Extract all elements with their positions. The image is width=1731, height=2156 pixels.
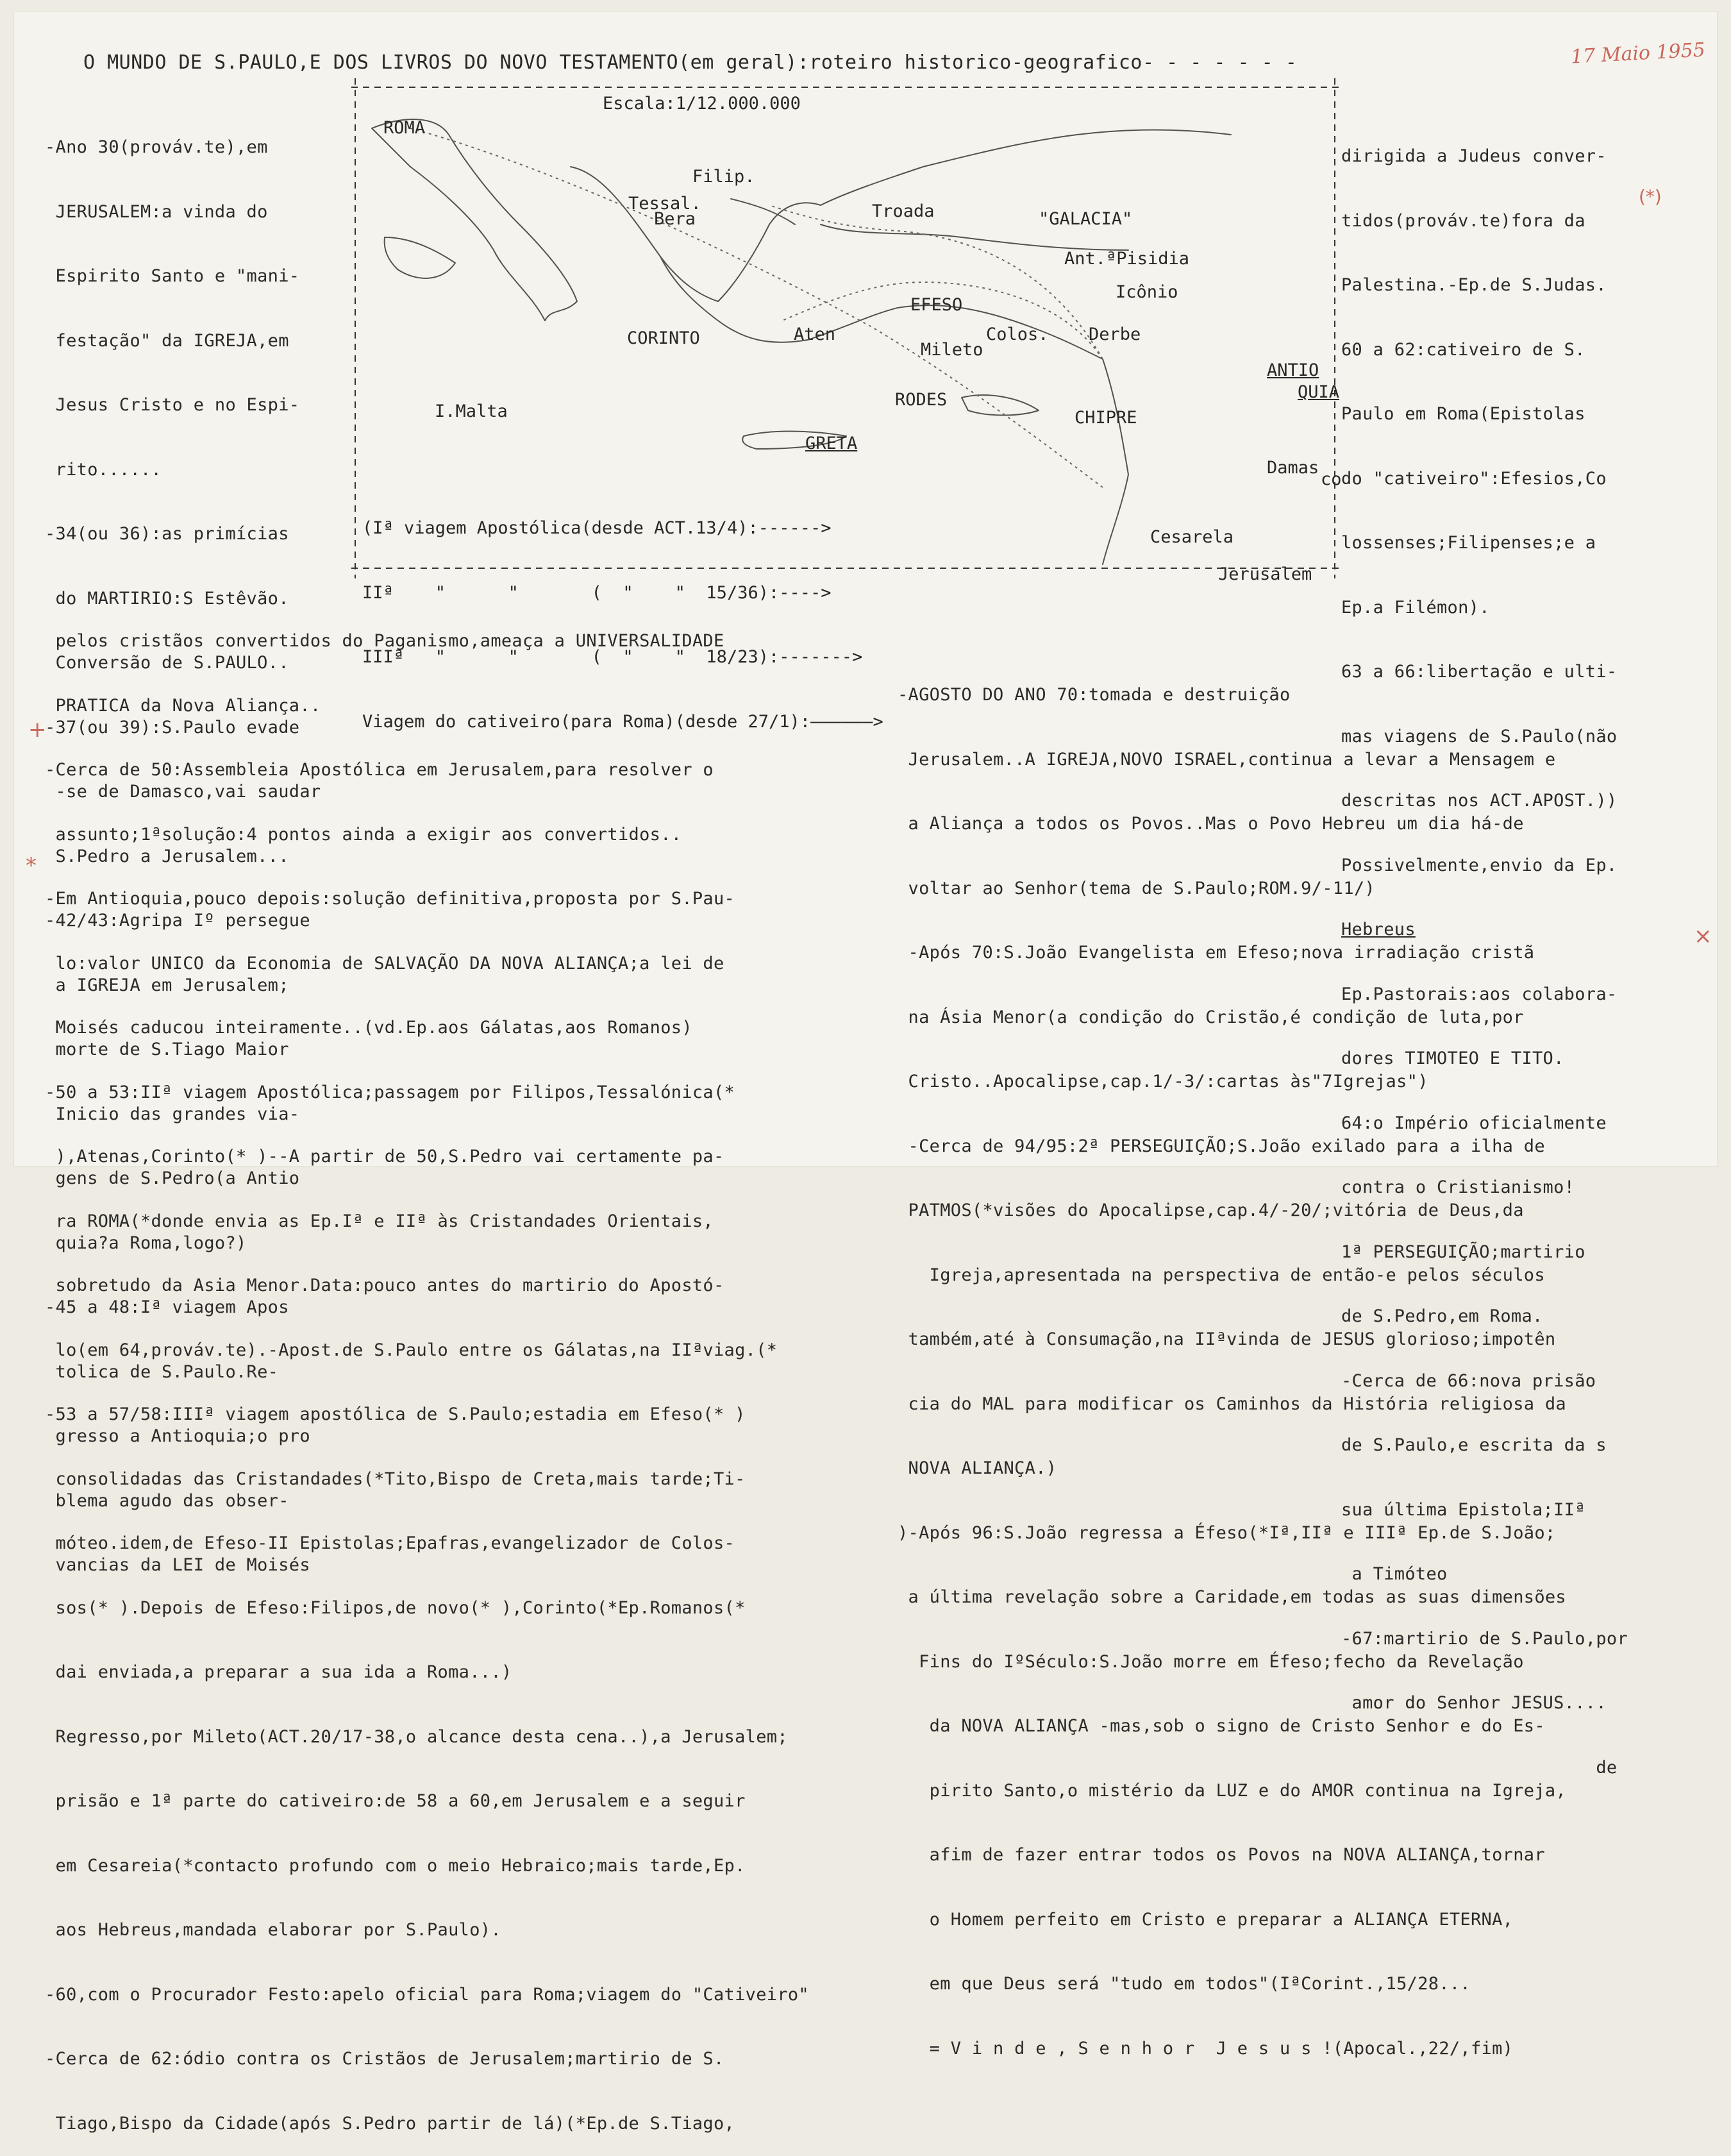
- map-label-malta: I.Malta: [435, 401, 508, 421]
- text-line: tidos(prováv.te)fora da: [1341, 210, 1585, 231]
- red-paren-asterisk-mark: (*): [1639, 186, 1662, 207]
- text-line: -Cerca de 50:Assembleia Apostólica em Jerusalem,para resolver o: [45, 760, 714, 780]
- text-line: em Cesareia(*contacto profundo com o meio Hebraico;mais tarde,Ep.: [45, 1855, 746, 1876]
- map-label-troada: Troada: [872, 201, 935, 221]
- legend-line: IIª " " ( " " 15/36):---->: [362, 582, 832, 603]
- text-line: em que Deus será "tudo em todos"(IªCorint.,15/28...: [898, 1974, 1471, 1994]
- text-line: Espirito Santo e "mani-: [45, 266, 300, 286]
- text-line: dai enviada,a preparar a sua ida a Roma...): [45, 1662, 512, 1682]
- text-line: PRATICA da Nova Aliança..: [45, 695, 321, 716]
- map-label-bera: Bera: [654, 209, 696, 229]
- text-line: gens de S.Pedro(a Antio: [45, 1168, 300, 1188]
- text-line: PATMOS(*visões do Apocalipse,cap.4/-20/;vitória de Deus,da: [898, 1200, 1524, 1220]
- text-line: Fins do IºSéculo:S.João morre em Éfeso;fecho da Revelação: [898, 1651, 1524, 1672]
- text-line: do "cativeiro":Efesios,Co: [1341, 468, 1607, 489]
- text-line: amor do Senhor JESUS....: [1341, 1693, 1607, 1713]
- text-line: 64:o Império oficialmente: [1341, 1113, 1607, 1133]
- text-line: )-Após 96:S.João regressa a Éfeso(*Iª,IIª e IIIª Ep.de S.João;: [898, 1522, 1556, 1543]
- text-line: S.Pedro a Jerusalem...: [45, 846, 289, 866]
- text-line: 1ª PERSEGUIÇÃO;martirio: [1341, 1242, 1585, 1262]
- text-line: do MARTIRIO:S Estêvão.: [45, 588, 289, 609]
- map-label-rodes: RODES: [895, 390, 948, 410]
- document-title: O MUNDO DE S.PAULO,E DOS LIVROS DO NOVO TESTAMENTO(em geral):roteiro historico-geografico- - - - - - -: [83, 51, 1298, 74]
- map-label-antioquia-line1: ANTIO: [1267, 360, 1319, 380]
- text-line: JERUSALEM:a vinda do: [45, 201, 268, 222]
- map-label-cesareia: Cesarela: [1150, 527, 1234, 547]
- text-line: mas viagens de S.Paulo(não: [1341, 726, 1618, 746]
- text-line: -Cerca de 94/95:2ª PERSEGUIÇÃO;S.João exilado para a ilha de: [898, 1136, 1545, 1156]
- map-label-tessal: Tessal.: [628, 194, 701, 214]
- text-line: o Homem perfeito em Cristo e preparar a ALIANÇA ETERNA,: [898, 1909, 1514, 1930]
- text-line: tolica de S.Paulo.Re-: [45, 1361, 279, 1382]
- text-line: móteo.idem,de Efeso-II Epistolas;Epafras,evangelizador de Colos-: [45, 1533, 735, 1553]
- text-line: descritas nos ACT.APOST.)): [1341, 791, 1618, 811]
- red-plus-mark: +: [28, 717, 47, 743]
- map-label-greta: GRETA: [805, 434, 858, 453]
- map-label-iconio: Icônio: [1116, 282, 1178, 302]
- text-line: Tiago,Bispo da Cidade(após S.Pedro partir de lá)(*Ep.de S.Tiago,: [45, 2113, 735, 2134]
- map-label-aten: Aten: [794, 324, 836, 344]
- red-asterisk-mark: *: [26, 853, 37, 879]
- map-label-mileto: Mileto: [921, 340, 983, 360]
- text-line: -60,com o Procurador Festo:apelo oficial para Roma;viagem do "Cativeiro": [45, 1984, 809, 2005]
- text-line: quia?a Roma,logo?): [45, 1233, 247, 1253]
- text-line: festação" da IGREJA,em: [45, 330, 289, 351]
- text-line: aos Hebreus,mandada elaborar por S.Paulo).: [45, 1920, 501, 1940]
- map-label-chipre: CHIPRE: [1075, 408, 1137, 428]
- text-line: de S.Pedro,em Roma.: [1341, 1306, 1543, 1326]
- text-line: Cristo..Apocalipse,cap.1/-3/:cartas às"7Igrejas"): [898, 1072, 1428, 1091]
- handwritten-date: 17 Maio 1955: [1570, 38, 1706, 69]
- text-line: 60 a 62:cativeiro de S.: [1341, 339, 1585, 360]
- map-label-antpisidia: Ant.ªPisidia: [1064, 249, 1190, 269]
- map-scale: Escala:1/12.000.000: [603, 94, 801, 114]
- text-line: Possivelmente,envio da Ep.: [1341, 855, 1618, 875]
- text-line: Hebreus: [1341, 920, 1416, 939]
- text-line: ra ROMA(*donde envia as Ep.Iª e IIª às Cristandades Orientais,: [45, 1211, 714, 1231]
- text-line: voltar ao Senhor(tema de S.Paulo;ROM.9/-11/): [898, 878, 1375, 898]
- map-label-efeso: EFESO: [910, 295, 963, 315]
- text-line: pelos cristãos convertidos do Paganismo,ameaça a UNIVERSALIDADE: [45, 631, 724, 651]
- text-line: -53 a 57/58:IIIª viagem apostólica de S.Paulo;estadia em Efeso(* ): [45, 1404, 746, 1424]
- text-line: -se de Damasco,vai saudar: [45, 782, 321, 802]
- text-line: a IGREJA em Jerusalem;: [45, 975, 289, 995]
- text-line: blema agudo das obser-: [45, 1490, 289, 1511]
- text-line: Regresso,por Mileto(ACT.20/17-38,o alcance desta cena..),a Jerusalem;: [45, 1726, 788, 1747]
- text-line: ),Atenas,Corinto(* )--A partir de 50,S.Pedro vai certamente pa-: [45, 1147, 724, 1166]
- text-line: -AGOSTO DO ANO 70:tomada e destruição: [898, 685, 1291, 705]
- text-line: assunto;1ªsolução:4 pontos ainda a exigir aos convertidos..: [45, 824, 682, 845]
- text-line: consolidadas das Cristandades(*Tito,Bispo de Creta,mais tarde;Ti-: [45, 1469, 746, 1489]
- text-line: cia do MAL para modificar os Caminhos da História religiosa da: [898, 1394, 1566, 1414]
- text-line: lo:valor UNICO da Economia de SALVAÇÃO DA NOVA ALIANÇA;a lei de: [45, 953, 724, 973]
- map-label-galacia: "GALACIA": [1039, 209, 1133, 229]
- text-line: lossenses;Filipenses;e a: [1341, 533, 1596, 553]
- text-line: na Ásia Menor(a condição do Cristão,é condição de luta,por: [898, 1007, 1524, 1027]
- map-label-colos: Colos.: [986, 324, 1049, 344]
- map-label-antioquia-line2: QUIA: [1298, 382, 1340, 402]
- text-line: -45 a 48:Iª viagem Apos: [45, 1297, 289, 1317]
- text-line: prisão e 1ª parte do cativeiro:de 58 a 60,em Jerusalem e a seguir: [45, 1791, 746, 1811]
- red-cross-mark: ×: [1694, 923, 1712, 949]
- legend-line: Viagem do cativeiro(para Roma)(desde 27/1):——————>: [362, 711, 883, 732]
- text-line: Jerusalem..A IGREJA,NOVO ISRAEL,continua a levar a Mensagem e: [898, 749, 1556, 770]
- map-label-corinto: CORINTO: [627, 328, 700, 348]
- text-line: sobretudo da Asia Menor.Data:pouco antes do martirio do Apostó-: [45, 1276, 724, 1295]
- text-line: Igreja,apresentada na perspectiva de então-e pelos séculos: [898, 1265, 1545, 1285]
- text-line: -Em Antioquia,pouco depois:solução definitiva,proposta por S.Pau-: [45, 889, 735, 909]
- text-line: = V i n d e , S e n h o r J e s u s !(Apocal.,22/,fim): [898, 2038, 1514, 2059]
- text-line: da NOVA ALIANÇA -mas,sob o signo de Cristo Senhor e do Es-: [898, 1716, 1545, 1736]
- text-line: -Ano 30(prováv.te),em: [45, 137, 268, 157]
- bottom-left-column: [45, 587, 809, 2156]
- text-line: NOVA ALIANÇA.): [898, 1458, 1057, 1478]
- text-line: sos(* ).Depois de Efeso:Filipos,de novo(* ),Corinto(*Ep.Romanos(*: [45, 1597, 746, 1618]
- map-label-derbe: Derbe: [1089, 324, 1141, 344]
- text-line: 63 a 66:libertação e ulti-: [1341, 662, 1618, 682]
- map-label-roma: ROMA: [383, 118, 426, 138]
- text-line: Moisés caducou inteiramente..(vd.Ep.aos Gálatas,aos Romanos): [45, 1018, 692, 1038]
- text-line: Jesus Cristo e no Espi-: [45, 395, 300, 415]
- text-line: a última revelação sobre a Caridade,em todas as suas dimensões: [898, 1587, 1566, 1607]
- text-line: de: [1341, 1757, 1618, 1778]
- text-line: Ep.a Filémon).: [1341, 597, 1490, 618]
- text-line: -Cerca de 66:nova prisão: [1341, 1370, 1596, 1391]
- text-line: -Após 70:S.João Evangelista em Efeso;nova irradiação cristã: [898, 943, 1535, 963]
- text-line: sua última Epistola;IIª: [1341, 1499, 1585, 1520]
- map-label-damasco-line1: Damas: [1267, 458, 1319, 478]
- text-line: pirito Santo,o mistério da LUZ e do AMOR continua na Igreja,: [898, 1780, 1566, 1801]
- text-line: dirigida a Judeus conver-: [1341, 146, 1607, 166]
- text-line: afim de fazer entrar todos os Povos na NOVA ALIANÇA,tornar: [898, 1845, 1545, 1865]
- text-line: Conversão de S.PAULO..: [45, 653, 289, 673]
- text-line: -50 a 53:IIª viagem Apostólica;passagem por Filipos,Tessalónica(*: [45, 1082, 735, 1102]
- text-line: rito......: [45, 459, 162, 480]
- text-line: lo(em 64,prováv.te).-Apost.de S.Paulo entre os Gálatas,na IIªviag.(*: [45, 1340, 778, 1360]
- text-line: Paulo em Roma(Epistolas: [1341, 404, 1585, 424]
- text-line: a Aliança a todos os Povos..Mas o Povo Hebreu um dia há-de: [898, 814, 1524, 834]
- bottom-right-column: [898, 641, 1566, 2081]
- legend-line: (Iª viagem Apostólica(desde ACT.13/4):------>: [362, 518, 832, 538]
- map-label-damasco-line2: co: [1321, 469, 1342, 489]
- legend-line: IIIª " " ( " " 18/23):------->: [362, 647, 863, 667]
- map-label-jerusalem: Jerusalem: [1218, 564, 1312, 584]
- text-line: -34(ou 36):as primícias: [45, 524, 289, 544]
- text-line: contra o Cristianismo!: [1341, 1177, 1575, 1197]
- map-label-filip: Filip.: [692, 167, 755, 187]
- text-line: Ep.Pastorais:aos colabora-: [1341, 984, 1618, 1004]
- text-line: -67:martirio de S.Paulo,por: [1341, 1628, 1628, 1649]
- text-line: -Cerca de 62:ódio contra os Cristãos de Jerusalem;martirio de S.: [45, 2049, 724, 2069]
- text-line: também,até à Consumação,na IIªvinda de JESUS glorioso;impotên: [898, 1329, 1556, 1349]
- text-line: de S.Paulo,e escrita da s: [1341, 1435, 1607, 1455]
- text-line: -37(ou 39):S.Paulo evade: [45, 717, 300, 737]
- text-line: morte de S.Tiago Maior: [45, 1040, 289, 1059]
- text-line: Inicio das grandes via-: [45, 1104, 300, 1124]
- text-line: a Timóteo: [1341, 1564, 1448, 1584]
- text-line: Palestina.-Ep.de S.Judas.: [1341, 275, 1607, 295]
- text-line: -42/43:Agripa Iº persegue: [45, 911, 310, 931]
- text-line: dores TIMOTEO E TITO.: [1341, 1049, 1564, 1068]
- text-line: vancias da LEI de Moisés: [45, 1555, 310, 1575]
- text-line: gresso a Antioquia;o pro: [45, 1426, 310, 1446]
